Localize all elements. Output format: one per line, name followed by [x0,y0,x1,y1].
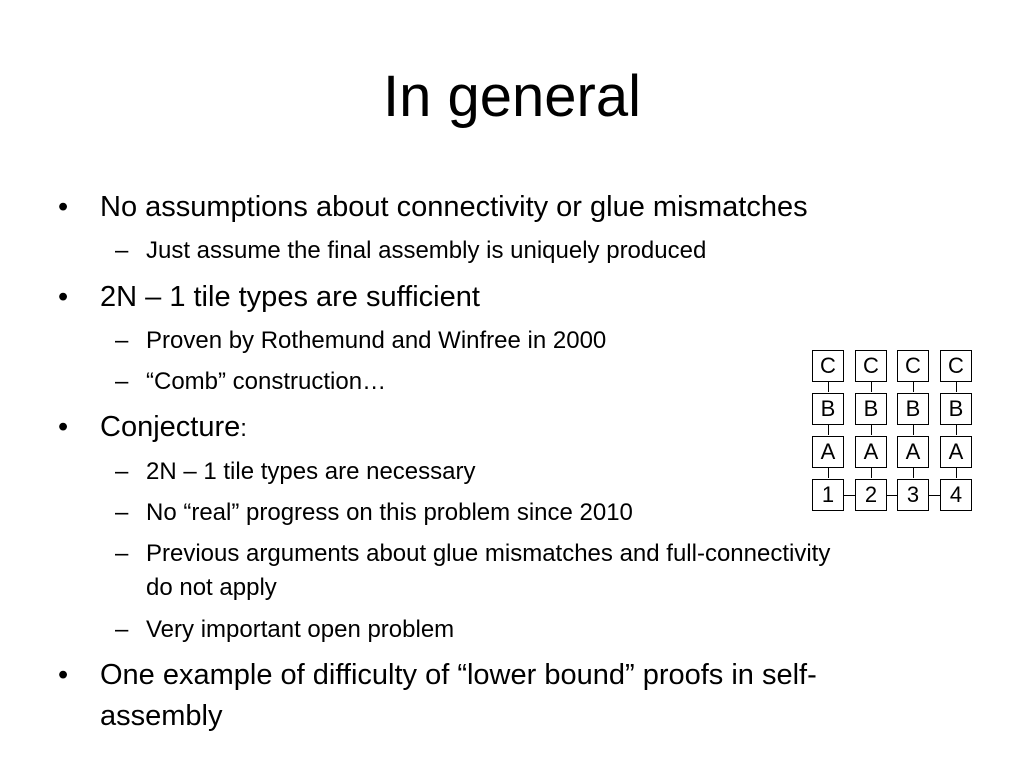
bullet-text: No assumptions about connectivity or glue mismatches [100,191,808,223]
sub-bullet-text: Very important open problem [146,616,455,643]
comb-tile: 4 [940,479,972,511]
bullet-item [0,280,1000,314]
slide-title: In general [383,64,641,129]
bullet-text: 2N – 1 tile types are sufficient [100,281,480,313]
comb-tile: B [812,393,844,425]
glue-line [828,468,829,478]
comb-tile: 1 [812,479,844,511]
bullet-continuation [0,699,1000,733]
dash-marker: – [115,327,129,354]
bullet-text-continued: assembly [100,700,223,732]
bullet-text-colon: : [240,415,247,442]
comb-tile: 3 [897,479,929,511]
comb-tile: B [940,393,972,425]
bullet-item [0,190,1000,224]
sub-bullet-text: “Comb” construction… [146,368,387,395]
comb-tile: A [812,436,844,468]
comb-tile: A [855,436,887,468]
comb-tile: B [855,393,887,425]
bullet-text-main: Conjecture [100,411,241,443]
sub-bullet-item [0,539,1000,569]
glue-line [956,382,957,392]
sub-bullet-item [0,498,1000,528]
dash-marker: – [115,540,129,567]
glue-line [828,382,829,392]
glue-line [913,425,914,435]
comb-tile: C [855,350,887,382]
comb-tile: A [897,436,929,468]
sub-bullet-item [0,367,1000,397]
sub-bullet-text: No “real” progress on this problem since 2010 [146,499,633,526]
sub-bullet-item [0,326,1000,356]
comb-tile: A [940,436,972,468]
glue-line [913,468,914,478]
sub-bullet-item [0,457,1000,487]
dash-marker: – [115,499,129,526]
dash-marker: – [115,458,129,485]
glue-line [913,382,914,392]
sub-bullet-item [0,615,1000,645]
comb-tile: 2 [855,479,887,511]
comb-tile: C [897,350,929,382]
comb-tile: C [812,350,844,382]
glue-line [871,382,872,392]
dash-marker: – [115,237,129,264]
sub-bullet-item [0,236,1000,266]
glue-line [956,425,957,435]
glue-line [887,495,898,496]
bullet-item [0,410,1000,444]
sub-bullet-text: Previous arguments about glue mismatches and full-connectivity [146,540,831,567]
comb-tile: C [940,350,972,382]
sub-bullet-text: 2N – 1 tile types are necessary [146,458,476,485]
sub-bullet-text: Proven by Rothemund and Winfree in 2000 [146,327,607,354]
glue-line [844,495,855,496]
bullet-text: One example of difficulty of “lower bound” proofs in self- [100,659,817,691]
dash-marker: – [115,616,129,643]
bullet-marker: • [58,281,69,313]
bullet-text [100,410,247,446]
bullet-marker: • [58,659,69,691]
glue-line [871,425,872,435]
glue-line [871,468,872,478]
dash-marker: – [115,368,129,395]
bullet-marker: • [58,191,69,223]
glue-line [956,468,957,478]
glue-line [929,495,940,496]
sub-bullet-continuation [0,573,1000,603]
glue-line [828,425,829,435]
sub-bullet-text-continued: do not apply [146,574,277,601]
sub-bullet-text: Just assume the final assembly is uniquely produced [146,237,707,264]
bullet-item [0,658,1000,692]
bullet-marker: • [58,411,69,443]
comb-tile: B [897,393,929,425]
